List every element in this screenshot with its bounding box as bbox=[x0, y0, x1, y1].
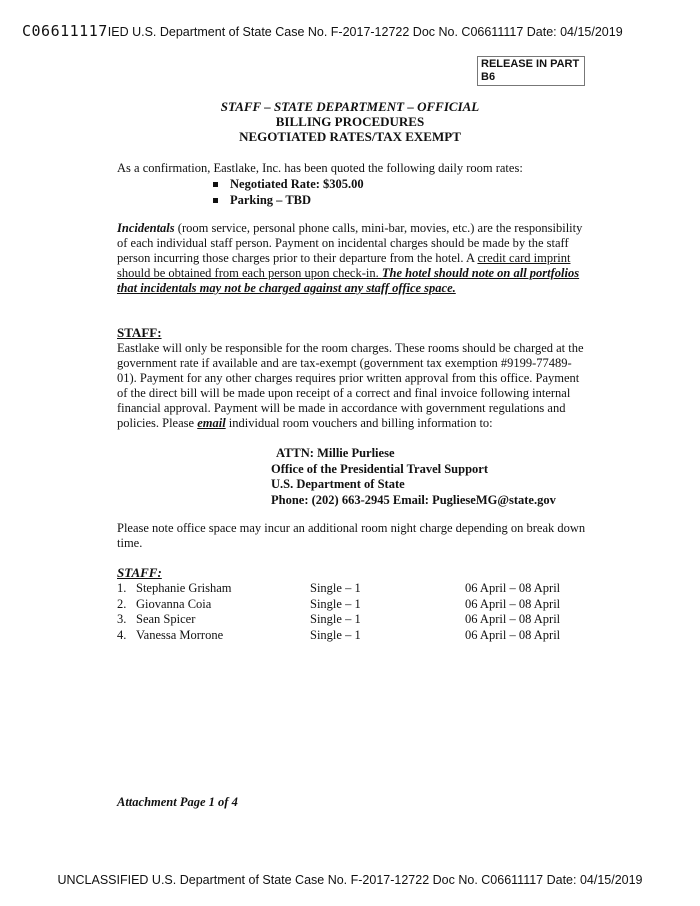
staff-name: Stephanie Grisham bbox=[136, 581, 232, 595]
staff-dates: 06 April – 08 April bbox=[465, 596, 561, 611]
release-stamp bbox=[477, 56, 585, 86]
incidentals-text: (room service, personal phone calls, mini-bar, movies, etc.) are the responsibility of each individual staff person. Payment on incidental charges should be made by the staff person incurring those charges prior to their departure from the hotel. A bbox=[117, 221, 583, 265]
document-title bbox=[0, 99, 700, 144]
document-id: C06611117 bbox=[22, 22, 108, 40]
contact-dept: U.S. Department of State bbox=[271, 477, 405, 491]
bullet-square-icon bbox=[213, 182, 218, 187]
header-text: IED U.S. Department of State Case No. F-2017-12722 Doc No. C06611117 Date: 04/15/2019 bbox=[107, 25, 623, 39]
incidentals-emphasis: The hotel should note on all portfolios that incidentals may not be charged against any staff office space. bbox=[117, 266, 580, 295]
incidentals-paragraph bbox=[117, 221, 587, 296]
email-link[interactable]: email bbox=[197, 416, 226, 430]
staff-name: Vanessa Morrone bbox=[136, 627, 224, 642]
title-line-1: STAFF – STATE DEPARTMENT – OFFICIAL bbox=[220, 99, 480, 114]
rate-item: Negotiated Rate: $305.00 bbox=[213, 176, 364, 192]
staff-room: Single – 1 bbox=[310, 612, 361, 626]
contact-phone-email: Phone: (202) 663-2945 Email: PugliesеMG@state.gov bbox=[271, 492, 556, 507]
staff-row: 1. Stephanie Grisham Single – 1 06 April – 08 April bbox=[117, 581, 561, 595]
staff-room: Single – 1 bbox=[310, 596, 361, 611]
staff-dates: 06 April – 08 April bbox=[465, 581, 561, 595]
rate-list bbox=[213, 176, 364, 208]
staff-name: Giovanna Coia bbox=[136, 596, 212, 611]
staff-paragraph: Eastlake will only be responsible for the room charges. These rooms should be charged at the government rate if available and are tax-exempt (government tax exemption #9199-77489-01). Payment for any other charges requires prior written approval from this office. Payment of the direct bill will be made upon receipt of a correct and final invoice following internal financial approval. Payment will be made in accordance with government regulations and policies. Please email individual room vouchers and billing information to: bbox=[117, 341, 584, 430]
bullet-square-icon bbox=[213, 198, 218, 203]
staff-row: 2. Giovanna Coia Single – 1 06 April – 08 April bbox=[117, 596, 561, 611]
staff-heading: STAFF: bbox=[117, 325, 162, 340]
staff-room: Single – 1 bbox=[310, 581, 361, 595]
staff-list bbox=[117, 581, 587, 643]
attachment-label: Attachment Page 1 of 4 bbox=[117, 795, 238, 809]
office-space-note: Please note office space may incur an additional room night charge depending on break down time. bbox=[117, 521, 586, 550]
release-line-1: RELEASE IN PART bbox=[481, 58, 580, 70]
staff-room: Single – 1 bbox=[310, 627, 361, 642]
document-footer: UNCLASSIFIED U.S. Department of State Case No. F-2017-12722 Doc No. C06611117 Date: 04/15/2019 bbox=[57, 873, 643, 887]
title-line-2: BILLING PROCEDURES bbox=[275, 114, 425, 129]
staff-dates: 06 April – 08 April bbox=[465, 627, 561, 642]
staff-name: Sean Spicer bbox=[136, 612, 196, 626]
document-header bbox=[22, 22, 623, 40]
intro-paragraph: As a confirmation, Eastlake, Inc. has been quoted the following daily room rates: bbox=[117, 161, 523, 175]
incidentals-term: Incidentals bbox=[117, 221, 175, 235]
staff-list-heading: STAFF: bbox=[117, 565, 162, 580]
contact-office: Office of the Presidential Travel Support bbox=[271, 461, 488, 476]
release-line-2: B6 bbox=[481, 71, 496, 83]
contact-attn: ATTN: Millie Purliese bbox=[276, 446, 395, 460]
staff-row: 3. Sean Spicer Single – 1 06 April – 08 April bbox=[117, 612, 561, 626]
incidentals-underlined: credit card imprint should be obtained from each person upon check-in. bbox=[117, 251, 571, 280]
rate-item: Parking – TBD bbox=[213, 192, 364, 208]
title-line-3: NEGOTIATED RATES/TAX EXEMPT bbox=[239, 129, 461, 144]
contact-block bbox=[271, 446, 556, 508]
staff-dates: 06 April – 08 April bbox=[465, 612, 561, 626]
staff-row: 4. Vanessa Morrone Single – 1 06 April – 08 April bbox=[117, 627, 561, 642]
